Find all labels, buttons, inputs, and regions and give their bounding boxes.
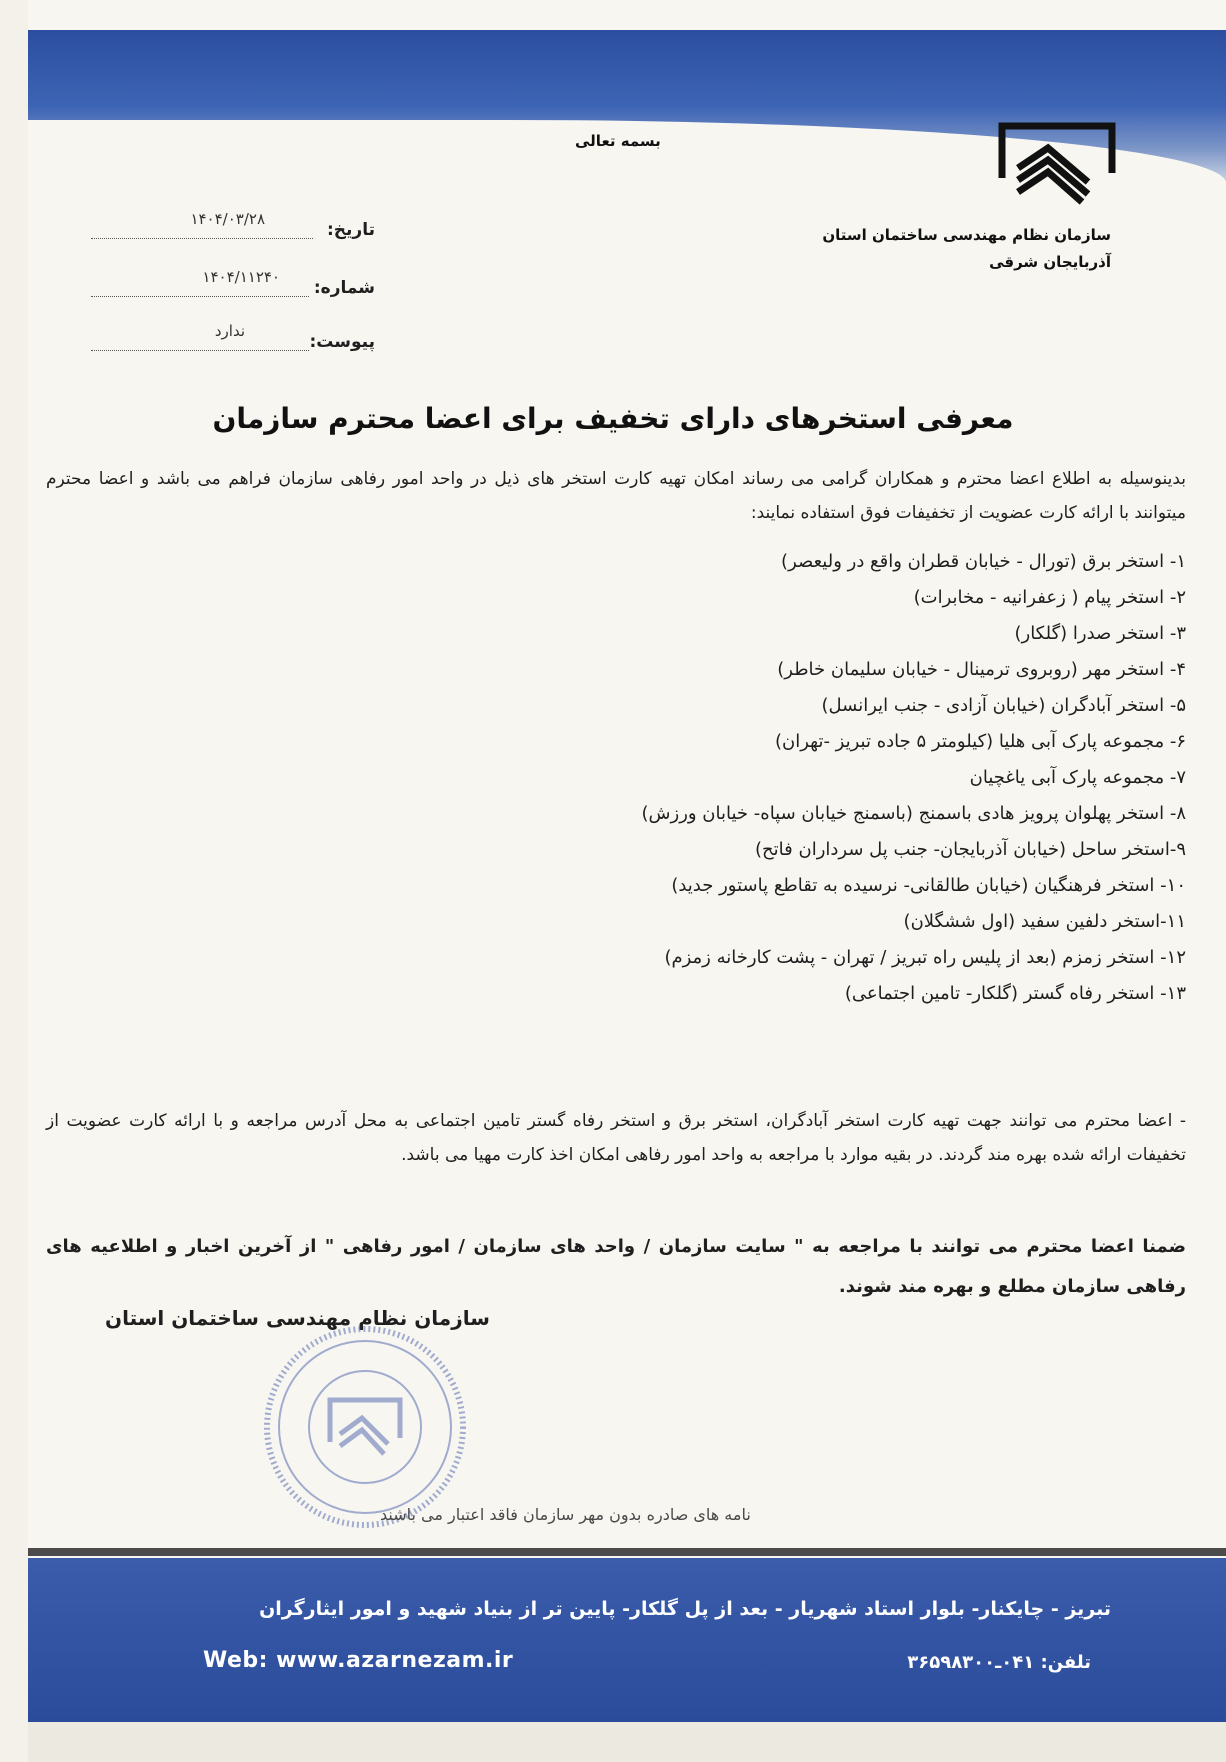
number-value: ۱۴۰۴/۱۱۲۴۰ (202, 268, 280, 286)
footer (28, 1558, 1226, 1722)
organization-name-line1: سازمان نظام مهندسی ساختمان استان (822, 226, 1111, 244)
stamp-note: نامه های صادره بدون مهر سازمان فاقد اعتبار می باشند (380, 1505, 751, 1524)
notice-paragraph: ضمنا اعضا محترم می توانند با مراجعه به " سایت سازمان / واحد های سازمان / امور رفاهی " از آخرین اخبار و اطلاعیه های رفاهی سازمان مطلع و بهره مند شوند. (46, 1236, 1186, 1297)
bottom-strip (28, 1722, 1226, 1762)
number-dotted-line (91, 296, 309, 297)
organization-name-line2: آذربایجان شرقی (989, 253, 1111, 271)
list-item: ۴- استخر مهر (روبروی ترمینال - خیابان سلیمان خاطر) (777, 659, 1186, 680)
list-item: ۶- مجموعه پارک آبی هلیا (کیلومتر ۵ جاده تبریز -تهران) (774, 731, 1186, 752)
pool-list (642, 544, 1187, 1012)
letter-title: معرفی استخرهای دارای تخفیف برای اعضا محترم سازمان (212, 402, 1014, 435)
list-item: ۲- استخر پیام ( زعفرانیه - مخابرات) (913, 587, 1186, 608)
list-item: ۱۳- استخر رفاه گستر (گلکار- تامین اجتماعی) (844, 983, 1186, 1004)
list-item: ۱۲- استخر زمزم (بعد از پلیس راه تبریز / تهران - پشت کارخانه زمزم) (664, 947, 1186, 968)
list-item: ۵- استخر آبادگران (خیابان آزادی - جنب ایرانسل) (821, 695, 1186, 716)
date-label: تاریخ: (327, 220, 375, 240)
list-item: ۱۱-استخر دلفین سفید (اول ششگلان) (903, 911, 1186, 932)
attachment-row (90, 322, 375, 362)
organization-stamp (260, 1322, 470, 1532)
intro-paragraph: بدینوسیله به اطلاع اعضا محترم و همکاران گرامی می رساند امکان تهیه کارت استخر های ذیل در واحد امور رفاهی سازمان فراهم می باشد و اعضا محترم میتوانند با ارائه کارت عضویت از تخفیفات فوق استفاده نمایند: (46, 469, 1186, 523)
list-item: ۷- مجموعه پارک آبی یاغچیان (969, 767, 1186, 788)
signature: سازمان نظام مهندسی ساختمان استان (105, 1306, 490, 1330)
attachment-dotted-line (91, 350, 309, 351)
list-item: ۸- استخر پهلوان پرویز هادی باسمنج (باسمنج خیابان سپاه- خیابان ورزش) (641, 803, 1186, 824)
date-dotted-line (91, 238, 313, 239)
note-paragraph: - اعضا محترم می توانند جهت تهیه کارت استخر آبادگران، استخر برق و استخر رفاه گستر تامین اجتماعی به محل آدرس مراجعه و با ارائه کارت عضویت از تخفیفات ارائه شده بهره مند گردند. در بقیه موارد با مراجعه به واحد امور رفاهی امکان اخذ کارت مهیا می باشد. (46, 1111, 1186, 1165)
footer-separator (28, 1548, 1226, 1556)
attachment-value: ندارد (214, 322, 245, 340)
list-item: ۹-استخر ساحل (خیابان آذربایجان- جنب پل سرداران فاتح) (755, 839, 1186, 860)
list-item: ۱۰- استخر فرهنگیان (خیابان طالقانی- نرسیده به تقاطع پاستور جدید) (671, 875, 1186, 896)
roof-lines-logo-icon (990, 118, 1120, 208)
attachment-label: پیوست: (309, 332, 375, 352)
footer-website[interactable]: Web: www.azarnezam.ir (203, 1648, 514, 1673)
list-item: ۳- استخر صدرا (گلکار) (1014, 623, 1186, 644)
footer-phone: تلفن: ۰۴۱ـ۳۶۵۹۸۳۰۰ (907, 1652, 1091, 1673)
footer-address: تبریز - چایکنار- بلوار استاد شهریار - بعد از پل گلکار- پایین تر از بنیاد شهید و امور ایثارگران (259, 1598, 1111, 1620)
basmala: بسمه تعالی (575, 132, 661, 150)
number-label: شماره: (313, 278, 375, 298)
number-row (90, 268, 375, 308)
date-row (90, 210, 375, 250)
organization-name (822, 222, 1111, 276)
list-item: ۱- استخر برق (تورال - خیابان قطران واقع در ولیعصر) (781, 551, 1186, 572)
date-value: ۱۴۰۴/۰۳/۲۸ (190, 210, 265, 228)
